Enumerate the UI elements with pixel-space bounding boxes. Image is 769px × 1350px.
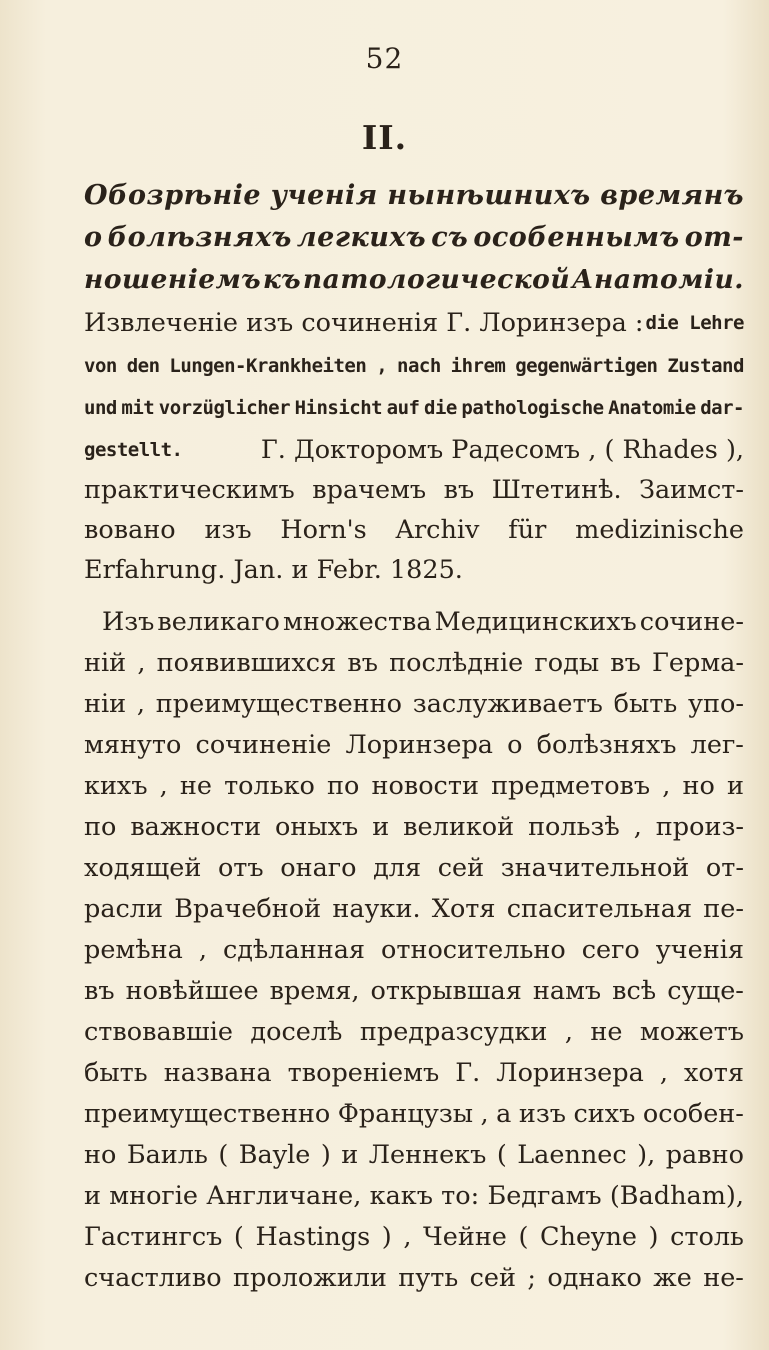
body-line-2: ній , появившихся въ послѣдніе годы въ Герма- xyxy=(84,648,744,678)
source-author: Г. Докторомъ Радесомъ , ( Rhades ), xyxy=(260,435,744,465)
source-german-title-start: die Lehre xyxy=(645,312,744,334)
source-intro: Извлеченіе изъ сочиненія Г. Лоринзера : xyxy=(84,308,644,338)
body-line-16: Гастингсъ ( Hastings ) , Чейне ( Cheyne ) столь xyxy=(84,1222,744,1252)
source-german-line-1: von den Lungen-Krankheiten , nach ihrem gegenwärtigen Zustand xyxy=(84,355,744,377)
body-line-13: преимущественно Французы , а изъ сихъ особен- xyxy=(84,1099,744,1129)
body-line-5: кихъ , не только по новости предметовъ , но и xyxy=(84,771,744,801)
body-line-12: быть названа твореніемъ Г. Лоринзера , хотя xyxy=(84,1058,744,1088)
source-line-5: практическимъ врачемъ въ Штетинѣ. Заимст- xyxy=(84,475,744,505)
source-line-6: вовано изъ Horn's Archiv für medizinische xyxy=(84,515,744,545)
source-line-7: Erfahrung. Jan. и Febr. 1825. xyxy=(84,555,463,585)
source-german-line-3: gestellt. xyxy=(84,439,183,461)
body-line-14: но Баиль ( Bayle ) и Леннекъ ( Laennec ), равно xyxy=(84,1140,744,1170)
body-line-15: и многіе Англичане, какъ то: Бедгамъ (Badham), xyxy=(84,1181,744,1211)
source-line-4 xyxy=(84,432,744,468)
body-line-8: расли Врачебной науки. Хотя спасительная пе- xyxy=(84,894,744,924)
source-german-line-2: und mit vorzüglicher Hinsicht auf die pathologische Anatomie dar- xyxy=(84,397,744,419)
source-line-1 xyxy=(84,305,744,341)
body-line-10: въ новѣйшее время, открывшая намъ всѣ суще- xyxy=(84,976,744,1006)
section-numeral: II. xyxy=(361,118,408,157)
body-line-17: счастливо проложили путь сей ; однако же не- xyxy=(84,1263,744,1293)
body-line-11: ствовавшіе доселѣ предразсудки , не можетъ xyxy=(84,1017,744,1047)
body-line-9: ремѣна , сдѣланная относительно сего ученія xyxy=(84,935,744,965)
title-line-3: ношеніемъ къ патологической Анатоміи. xyxy=(84,264,744,295)
title-line-2: о болѣзняхъ легкихъ съ особеннымъ от- xyxy=(84,222,744,253)
body-line-1: Изъ великаго множества Медицинскихъ сочине- xyxy=(102,607,744,637)
body-line-7: ходящей отъ онаго для сей значительной от- xyxy=(84,853,744,883)
page-number: 52 xyxy=(365,42,404,75)
title-line-1: Обозрѣніе ученія нынѣшнихъ времянъ xyxy=(84,180,744,211)
body-line-6: по важности оныхъ и великой пользѣ , произ- xyxy=(84,812,744,842)
body-line-3: ніи , преимущественно заслуживаетъ быть упо- xyxy=(84,689,744,719)
body-line-4: мянуто сочиненіе Лоринзера о болѣзняхъ лег- xyxy=(84,730,744,760)
